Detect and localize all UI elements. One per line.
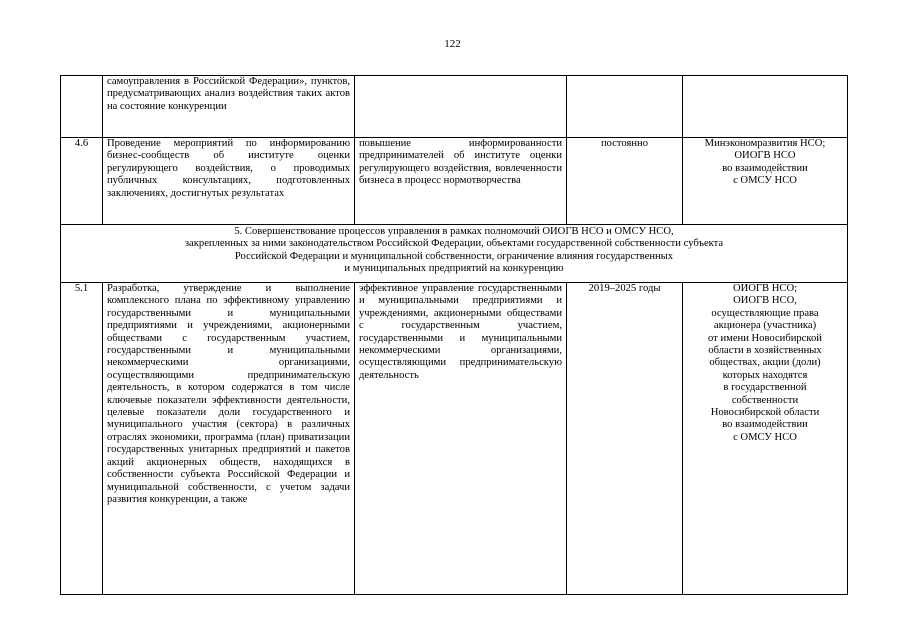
executor-line: от имени Новосибирской	[708, 332, 822, 344]
executor-line: ОИОГВ НСО,	[733, 295, 797, 307]
section-heading	[61, 225, 848, 283]
executor-line: области в хозяйственных	[708, 345, 822, 357]
section-heading-row	[61, 225, 848, 283]
executor-line: в государственной	[723, 382, 807, 394]
executor-line: ОИОГВ НСО;	[732, 283, 798, 294]
table-row	[61, 283, 848, 595]
executor-line: ОИОГВ НСО	[734, 150, 796, 162]
executor-line: обществах, акции (доли)	[709, 357, 821, 369]
executor-line: во взаимодействии	[722, 162, 808, 174]
table-row	[61, 76, 848, 138]
activity-cell: Проведение мероприятий по информированию бизнес-сообществ об институте оценки регулирующего воздействия, о проводимых публичных консультациях, подготовленных заключениях, достигнутых результатах	[103, 138, 355, 225]
executor-line: с ОМСУ НСО	[733, 175, 797, 187]
section-heading-line: и муниципальных предприятий на конкуренцию	[344, 263, 564, 275]
section-heading-line: 5. Совершенствование процессов управления в рамках полномочий ОИОГВ НСО и ОМСУ НСО,	[234, 226, 674, 237]
term-cell: 2019–2025 годы	[567, 283, 683, 595]
executor-line: собственности	[731, 394, 799, 406]
section-heading-line: Российской Федерации и муниципальной собственности, ограничение влияния государственных	[234, 250, 674, 262]
page-number: 122	[444, 38, 461, 50]
executor-line: которых находятся	[722, 369, 808, 381]
activity-cell: Разработка, утверждение и выполнение комплексного плана по эффективному управлению государственными и муниципальными предприятиями и учреждениями, акционерными обществами с государственным участием, государственными и муниципальными некоммерческими организациями, осуществляющими предпринимательскую деятельность, в котором содержатся в том числе ключевые показатели эффективности деятельности, целевые показатели доли государственного и муниципального участия (сектора) в различных отраслях экономики, программа (план) приватизации государственных унитарных предприятий и пакетов акций акционерных обществ, находящихся в собственности субъекта Российской Федерации и муниципальной собственности, с учетом задачи развития конкуренции, а также	[103, 283, 355, 595]
row-number: 5.1	[61, 283, 103, 595]
executor-line: во взаимодействии	[722, 419, 808, 431]
executor-line: Минэкономразвития НСО;	[704, 138, 826, 149]
executor-cell	[683, 76, 848, 138]
measures-table	[60, 75, 848, 595]
term-cell	[567, 76, 683, 138]
executor-cell	[683, 138, 848, 225]
table-row	[61, 138, 848, 225]
activity-cell: самоуправления в Российской Федерации», пунктов, предусматривающих анализ воздействия таких актов на состояние конкуренции	[103, 76, 355, 138]
executor-line: с ОМСУ НСО	[733, 431, 797, 443]
result-cell: эффективное управление государственными и муниципальными предприятиями и учреждениями, акционерными обществами с государственным участием, государственными и муниципальными некоммерческими организациями, осуществляющими предпринимательскую деятельность	[355, 283, 567, 595]
executor-line: Новосибирской области	[710, 407, 820, 419]
section-heading-line: закрепленных за ними законодательством Российской Федерации, объектами государственной собственности субъекта	[184, 238, 724, 250]
row-number	[61, 76, 103, 138]
executor-line: акционера (участника)	[713, 320, 817, 332]
executor-line: осуществляющие права	[711, 307, 819, 319]
result-cell	[355, 76, 567, 138]
row-number: 4.6	[61, 138, 103, 225]
result-cell: повышение информированности предпринимателей об институте оценки регулирующего воздействия, вовлеченности бизнеса в процесс нормотворчества	[355, 138, 567, 225]
term-cell: постоянно	[567, 138, 683, 225]
executor-cell	[683, 283, 848, 595]
